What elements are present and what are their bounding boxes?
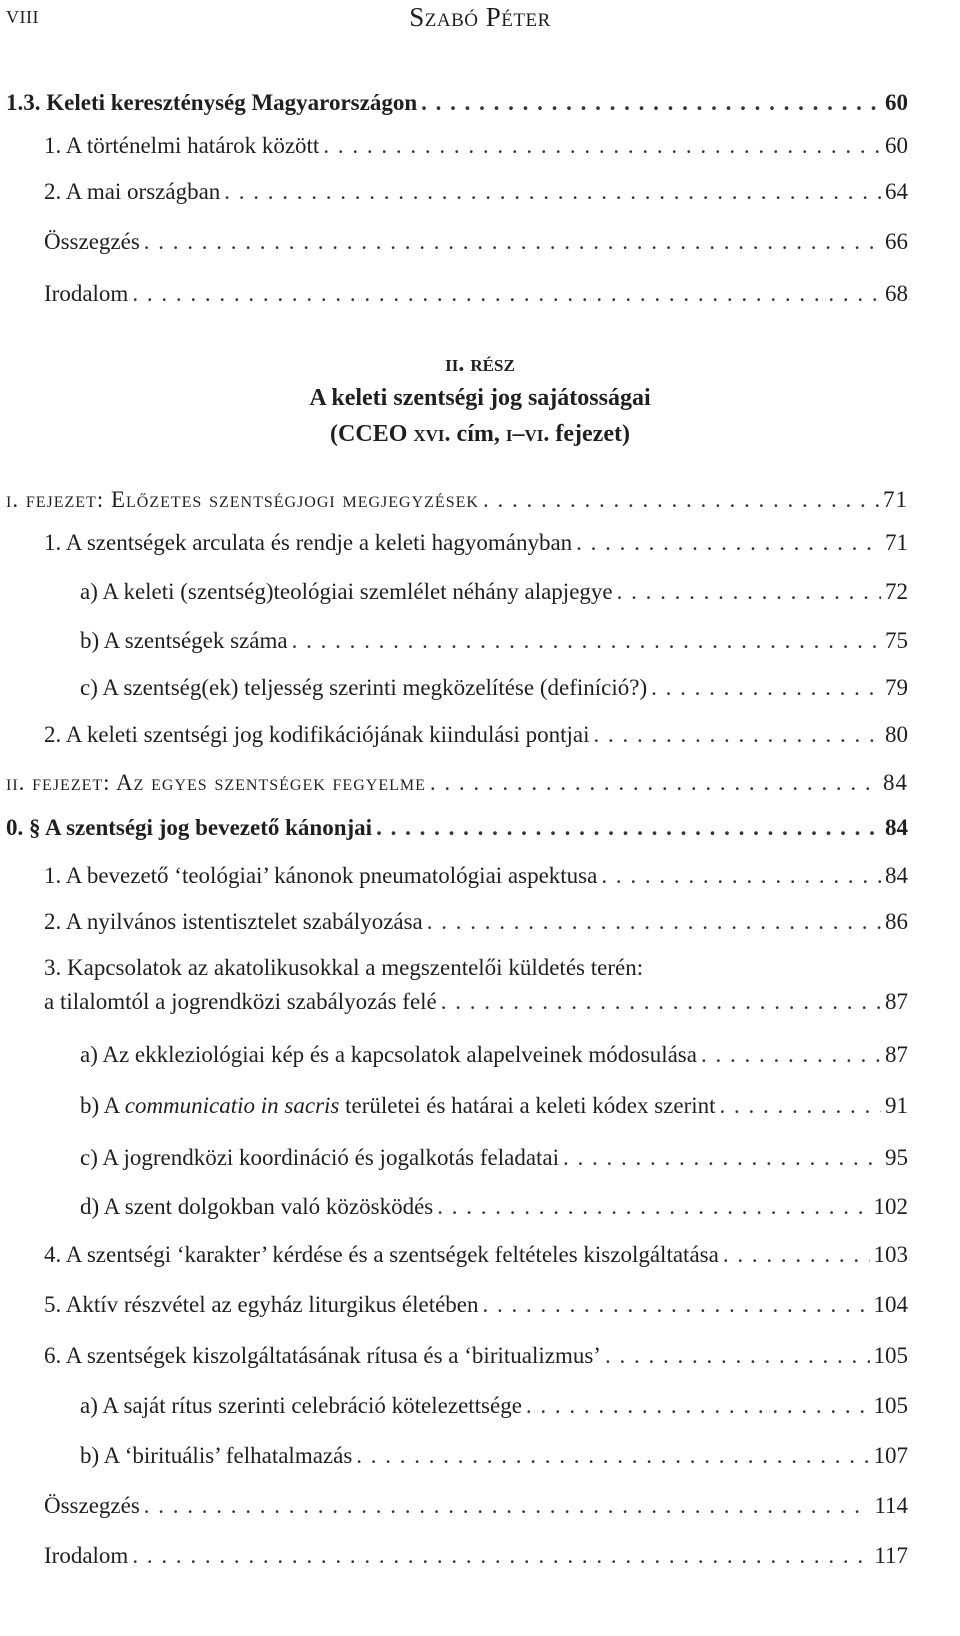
toc-entry[interactable] xyxy=(44,131,908,161)
latin-term: communicatio in sacris xyxy=(124,1093,340,1118)
part-title: A keleti szentségi jog sajátosságai xyxy=(309,385,651,411)
dot-leader xyxy=(651,673,881,703)
toc-entry-title: 1.3. Keleti kereszténység Magyarországon xyxy=(6,90,418,115)
dot-leader xyxy=(605,1341,870,1371)
dot-leader xyxy=(323,131,881,161)
dot-leader xyxy=(576,528,881,558)
dot-leader xyxy=(437,1192,869,1222)
toc-entry-title: d) A szent dolgokban való közösködés xyxy=(80,1194,434,1219)
dot-leader xyxy=(441,987,881,1017)
toc-entry[interactable] xyxy=(80,1441,908,1471)
toc-entry-title: c) A jogrendközi koordináció és jogalkotás feladatai xyxy=(80,1145,560,1170)
toc-entry-page: 103 xyxy=(873,1242,908,1267)
toc-chapter[interactable] xyxy=(6,485,908,515)
toc-entry-title: 1. A történelmi határok között xyxy=(44,133,320,158)
toc-entry[interactable] xyxy=(44,987,908,1017)
toc-entry-title: a tilalomtól a jogrendközi szabályozás felé xyxy=(44,989,437,1014)
toc-entry[interactable] xyxy=(80,1192,908,1222)
toc-entry[interactable] xyxy=(44,528,908,558)
toc-entry-page: 105 xyxy=(873,1343,908,1368)
toc-entry-page: 75 xyxy=(885,628,908,653)
toc-entry-title: 2. A mai országban xyxy=(44,179,221,204)
toc-entry-title: b) A communicatio in sacris területei és határai a keleti kódex szerint xyxy=(80,1093,716,1118)
page-number: viii xyxy=(6,2,39,29)
toc-entry-page: 72 xyxy=(885,579,908,604)
toc-entry-title: 1. A bevezető ‘teológiai’ kánonok pneumatológiai aspektusa xyxy=(44,863,598,888)
dot-leader xyxy=(601,861,881,891)
toc-entry-title: 2. A keleti szentségi jog kodifikációjának kiindulási pontjai xyxy=(44,722,590,747)
dot-leader xyxy=(720,1091,881,1121)
toc-entry[interactable] xyxy=(44,1290,908,1320)
toc-entry-title: Irodalom xyxy=(44,281,129,306)
toc-entry-title: c) A szentség(ek) teljesség szerinti megközelítése (definíció?) xyxy=(80,675,648,700)
dot-leader xyxy=(427,907,881,937)
dot-leader xyxy=(132,1541,870,1571)
part-scope: (CCEO xvi. cím, i–vi. fejezet) xyxy=(330,421,630,447)
toc-entry-page: 60 xyxy=(885,133,908,158)
toc-entry-page: 107 xyxy=(873,1443,908,1468)
dot-leader xyxy=(723,1240,870,1270)
toc-entry-page: 87 xyxy=(885,1042,908,1067)
dot-leader xyxy=(144,1491,871,1521)
toc-entry-title: i. fejezet: Előzetes szentségjogi megjegyzések xyxy=(6,487,479,512)
toc-entry[interactable] xyxy=(44,907,908,937)
toc-entry-page: 80 xyxy=(885,722,908,747)
toc-entry[interactable] xyxy=(44,1240,908,1270)
toc-entry-page: 84 xyxy=(885,863,908,888)
dot-leader xyxy=(563,1143,881,1173)
dot-leader xyxy=(356,1441,869,1471)
dot-leader xyxy=(483,485,879,515)
toc-entry[interactable] xyxy=(44,1491,908,1521)
toc-entry-title: a) A saját rítus szerinti celebráció kötelezettsége xyxy=(80,1393,522,1418)
toc-entry-page: 71 xyxy=(885,530,908,555)
toc-entry-title: 1. A szentségek arculata és rendje a keleti hagyományban xyxy=(44,530,573,555)
dot-leader xyxy=(483,1290,870,1320)
toc-entry[interactable] xyxy=(44,1541,908,1571)
toc-entry-page: 84 xyxy=(883,770,908,795)
toc-entry-page: 102 xyxy=(873,1194,908,1219)
dot-leader xyxy=(224,177,881,207)
dot-leader xyxy=(376,813,881,843)
toc-entry-page: 66 xyxy=(885,229,908,254)
toc-entry[interactable] xyxy=(6,88,908,118)
dot-leader xyxy=(132,279,881,309)
toc-entry-title: Összegzés xyxy=(44,229,140,254)
toc-entry[interactable] xyxy=(80,1391,908,1421)
toc-section[interactable] xyxy=(6,813,908,843)
toc-entry[interactable] xyxy=(80,1091,908,1121)
part-number: ii. rész xyxy=(445,351,515,377)
toc-entry-page: 79 xyxy=(885,675,908,700)
dot-leader xyxy=(617,577,881,607)
toc-chapter[interactable] xyxy=(6,768,908,798)
toc-entry-title: ii. fejezet: Az egyes szentségek fegyelme xyxy=(6,770,426,795)
dot-leader xyxy=(292,626,881,656)
toc-entry[interactable] xyxy=(44,177,908,207)
toc-entry-page: 91 xyxy=(885,1093,908,1118)
toc-entry-page: 60 xyxy=(885,90,908,115)
toc-entry-page: 117 xyxy=(874,1543,908,1568)
toc-entry-page: 105 xyxy=(873,1393,908,1418)
toc-entry-title: 2. A nyilvános istentisztelet szabályozása xyxy=(44,909,423,934)
toc-entry-title: 5. Aktív részvétel az egyház liturgikus életében xyxy=(44,1292,479,1317)
dot-leader xyxy=(421,88,881,118)
running-header-author: Szabó Péter xyxy=(409,2,551,32)
toc-entry-page: 87 xyxy=(885,989,908,1014)
toc-entry[interactable] xyxy=(80,577,908,607)
toc-entry-title: a) A keleti (szentség)teológiai szemlélet néhány alapjegye xyxy=(80,579,613,604)
toc-entry-title: a) Az ekkleziológiai kép és a kapcsolatok alapelveinek módosulása xyxy=(80,1042,697,1067)
toc-entry-title: Összegzés xyxy=(44,1493,140,1518)
toc-entry-title: b) A ‘birituális’ felhatalmazás xyxy=(80,1443,353,1468)
toc-entry[interactable] xyxy=(44,720,908,750)
toc-entry-title: 0. § A szentségi jog bevezető kánonjai xyxy=(6,815,373,840)
toc-entry-page: 71 xyxy=(883,487,908,512)
toc-entry[interactable] xyxy=(44,1341,908,1371)
toc-entry-page: 86 xyxy=(885,909,908,934)
toc-entry[interactable] xyxy=(80,626,908,656)
toc-entry-page: 104 xyxy=(873,1292,908,1317)
toc-entry-title: Irodalom xyxy=(44,1543,129,1568)
dot-leader xyxy=(701,1040,881,1070)
toc-entry-title: 6. A szentségek kiszolgáltatásának rítusa és a ‘biritualizmus’ xyxy=(44,1343,601,1368)
toc-entry[interactable] xyxy=(44,279,908,309)
toc-entry[interactable] xyxy=(44,227,908,257)
toc-entry-page: 114 xyxy=(874,1493,908,1518)
dot-leader xyxy=(526,1391,870,1421)
toc-entry-page: 68 xyxy=(885,281,908,306)
toc-entry-title: 4. A szentségi ‘karakter’ kérdése és a szentségek feltételes kiszolgáltatása xyxy=(44,1242,719,1267)
dot-leader xyxy=(144,227,881,257)
toc-entry-page: 64 xyxy=(885,179,908,204)
toc-entry[interactable] xyxy=(80,673,908,703)
toc-entry-title-line1[interactable]: 3. Kapcsolatok az akatolikusokkal a megszentelői küldetés terén: xyxy=(44,955,644,980)
dot-leader xyxy=(430,768,879,798)
toc-entry-page: 84 xyxy=(885,815,908,840)
toc-entry-page: 95 xyxy=(885,1145,908,1170)
toc-entry-title: b) A szentségek száma xyxy=(80,628,288,653)
toc-entry[interactable] xyxy=(44,861,908,891)
toc-entry[interactable] xyxy=(80,1040,908,1070)
toc-entry[interactable] xyxy=(80,1143,908,1173)
dot-leader xyxy=(594,720,881,750)
